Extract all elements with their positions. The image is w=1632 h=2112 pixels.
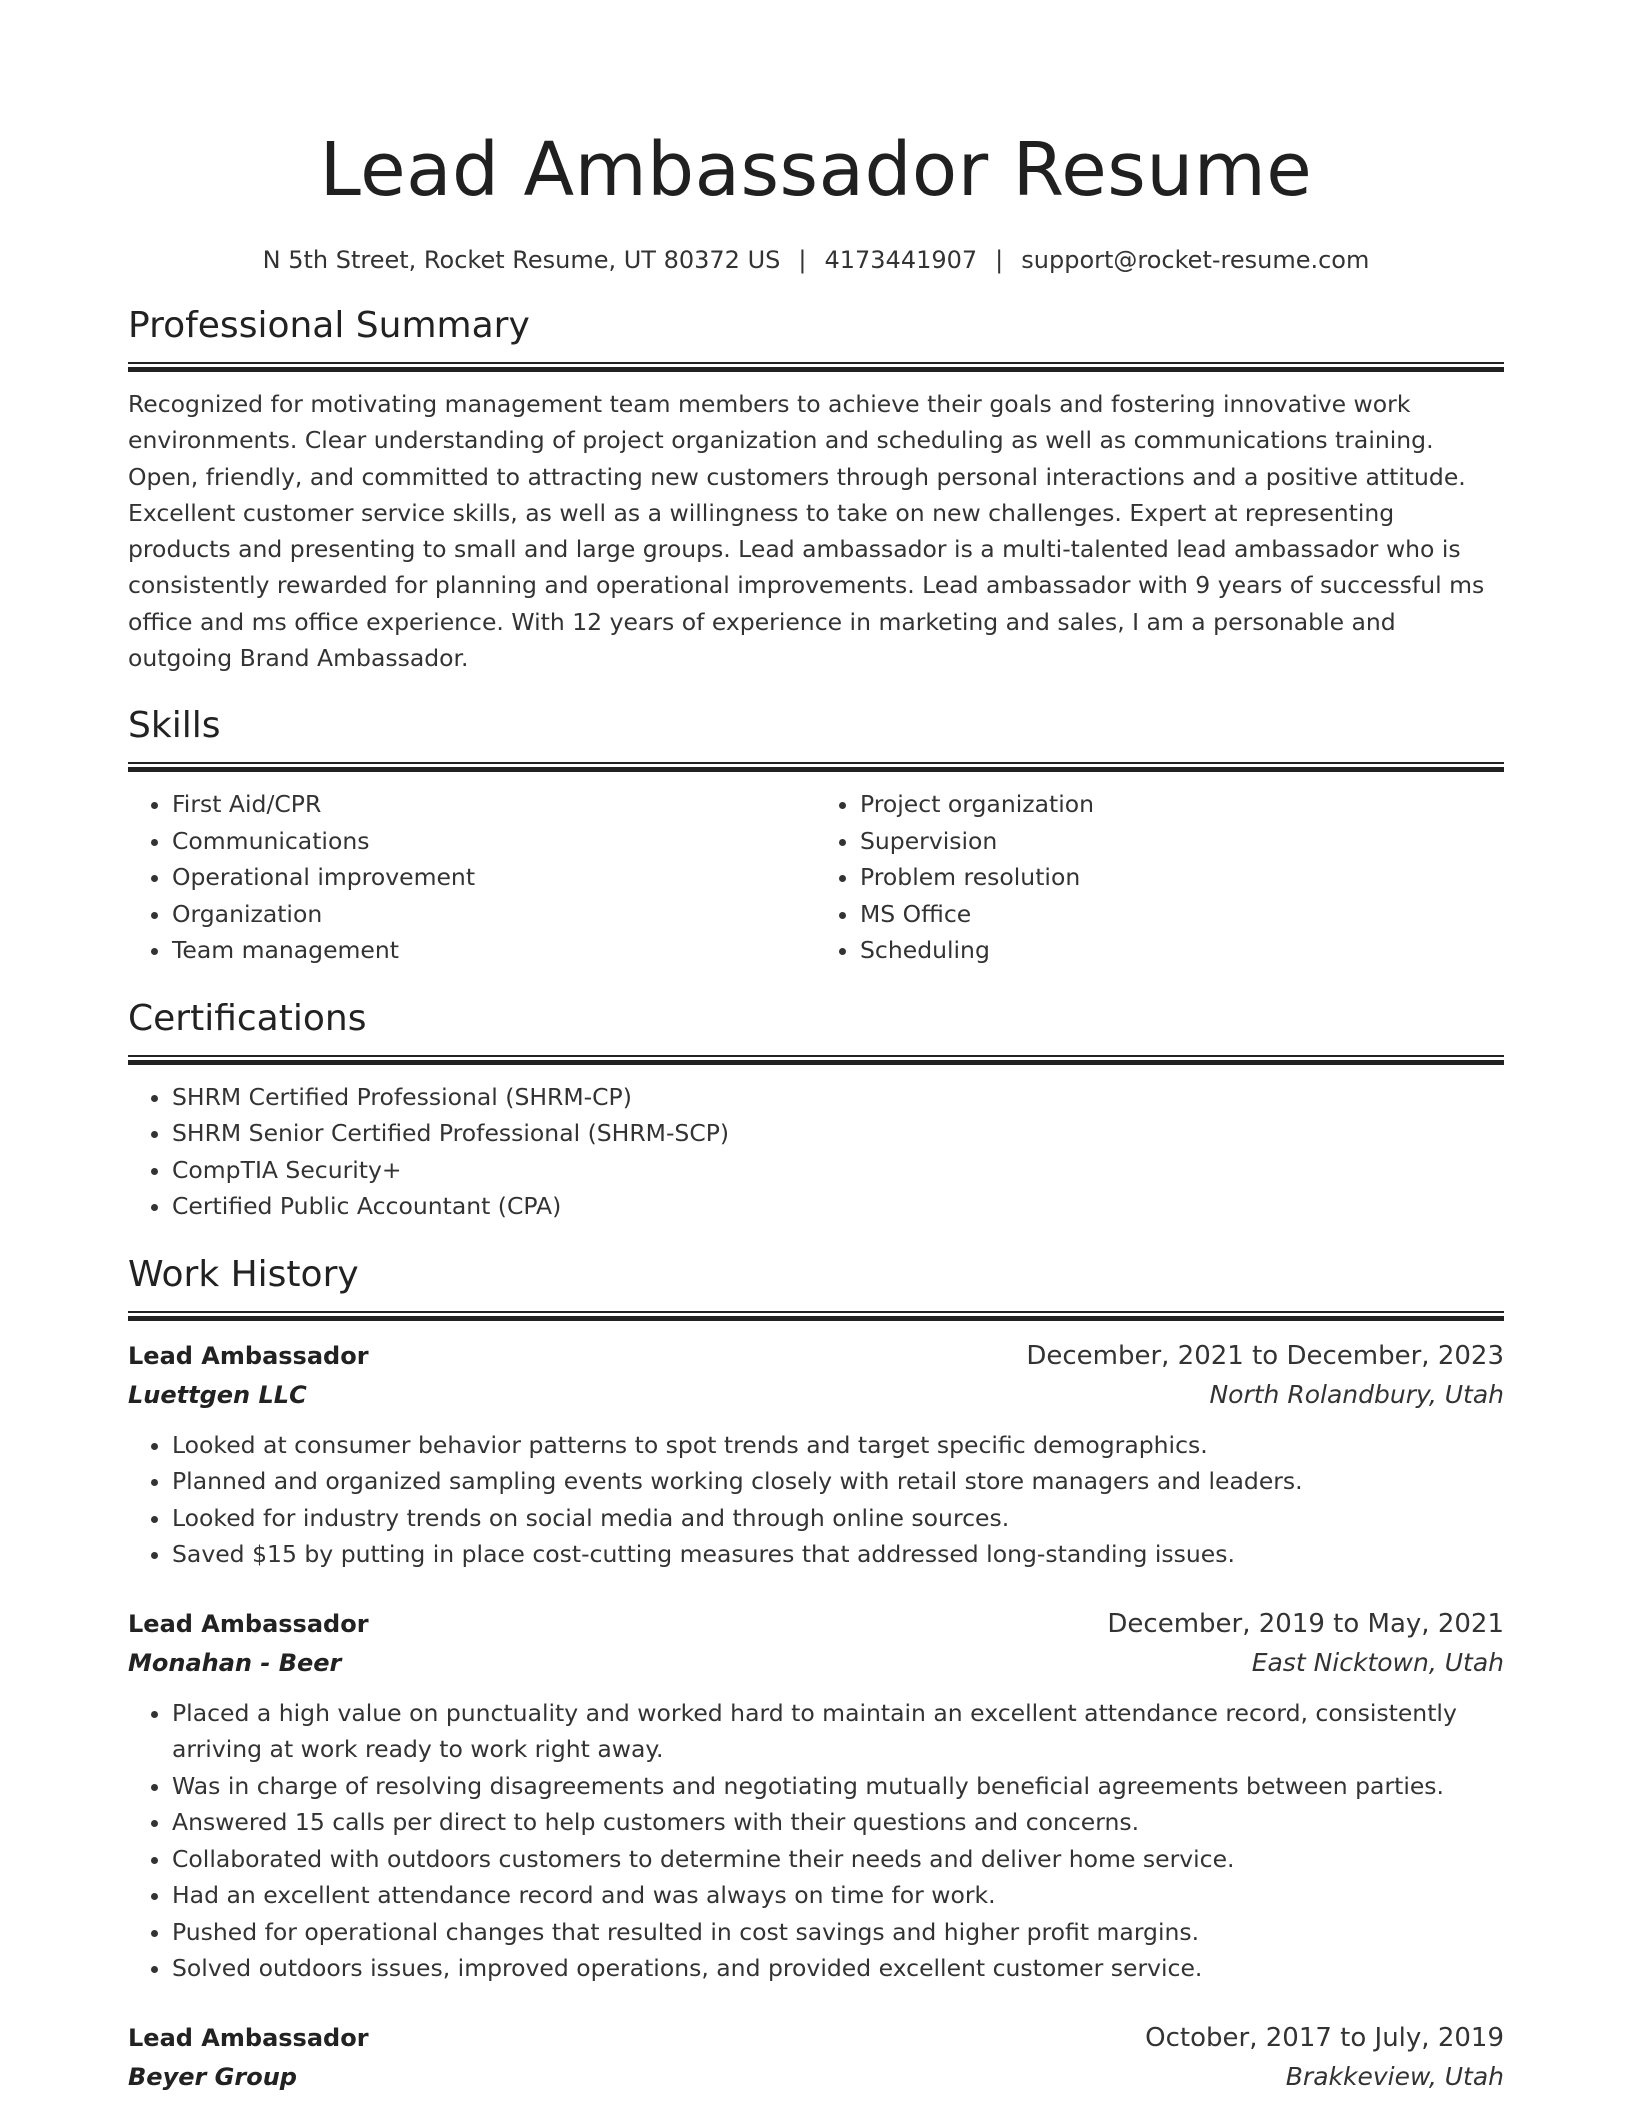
section-skills — [128, 702, 1504, 969]
job-duty-item: • Collaborated with outdoors customers to determine their needs and deliver home service. — [172, 1841, 1504, 1878]
skill-item: • Operational improvement — [172, 859, 816, 896]
job-duty-item: • Looked for industry trends on social media and through online sources. — [172, 1500, 1504, 1537]
skill-item: • Problem resolution — [860, 859, 1504, 896]
job-location: North Rolandbury, Utah — [1209, 1379, 1504, 1409]
job-header-row — [128, 1605, 1504, 1643]
skill-item: • Communications — [172, 823, 816, 860]
skill-item: • Project organization — [860, 786, 1504, 823]
skill-item: • First Aid/CPR — [172, 786, 816, 823]
section-professional-summary — [128, 302, 1504, 676]
job-dates: December, 2021 to December, 2023 — [1026, 1340, 1504, 1371]
job-company-row — [128, 1643, 1504, 1683]
job-duty-item: • Solved outdoors issues, improved operations, and provided excellent customer service. — [172, 1950, 1504, 1987]
job-entry — [128, 2019, 1504, 2097]
certifications-list — [128, 1079, 1504, 1225]
section-divider — [128, 1055, 1504, 1065]
skill-item: • MS Office — [860, 896, 1504, 933]
job-location: East Nicktown, Utah — [1251, 1647, 1504, 1677]
job-company-row — [128, 2057, 1504, 2097]
job-entry — [128, 1605, 1504, 1987]
job-title: Lead Ambassador — [128, 1341, 369, 1370]
job-header-row — [128, 1337, 1504, 1375]
skill-item: • Scheduling — [860, 932, 1504, 969]
resume-title: Lead Ambassador Resume — [319, 127, 1313, 213]
job-dates: October, 2017 to July, 2019 — [1145, 2022, 1504, 2053]
section-divider — [128, 362, 1504, 372]
skills-list-right — [816, 786, 1504, 969]
skill-item: • Organization — [172, 896, 816, 933]
skills-grid — [128, 786, 1504, 969]
skill-item: • Team management — [172, 932, 816, 969]
skills-list-left — [128, 786, 816, 969]
job-duty-item: • Was in charge of resolving disagreements and negotiating mutually beneficial agreements between parties. — [172, 1768, 1504, 1805]
job-company: Luettgen LLC — [128, 1380, 307, 1409]
contact-email: support@rocket-resume.com — [1021, 246, 1370, 274]
job-duties-list — [128, 1427, 1504, 1573]
job-duty-item: • Looked at consumer behavior patterns to spot trends and target specific demographics. — [172, 1427, 1504, 1464]
section-divider — [128, 762, 1504, 772]
skill-item: • Supervision — [860, 823, 1504, 860]
job-entry — [128, 1337, 1504, 1573]
job-title: Lead Ambassador — [128, 2023, 369, 2052]
contact-line — [128, 244, 1504, 276]
certification-item: • CompTIA Security+ — [172, 1152, 1504, 1189]
section-heading-skills: Skills — [128, 705, 221, 747]
job-company-row — [128, 1375, 1504, 1415]
job-header-row — [128, 2019, 1504, 2057]
job-duties-list — [128, 1695, 1504, 1987]
certification-item: • Certified Public Accountant (CPA) — [172, 1188, 1504, 1225]
section-heading-work-history: Work History — [128, 1253, 359, 1295]
job-location: Brakkeview, Utah — [1285, 2061, 1504, 2091]
job-duty-item: • Had an excellent attendance record and was always on time for work. — [172, 1877, 1504, 1914]
job-duty-item: • Saved $15 by putting in place cost-cutting measures that addressed long-standing issues. — [172, 1536, 1504, 1573]
section-divider — [128, 1311, 1504, 1321]
certification-item: • SHRM Certified Professional (SHRM-CP) — [172, 1079, 1504, 1116]
summary-paragraph: Recognized for motivating management team members to achieve their goals and fostering innovative work environments. Clear understanding of project organization and scheduling as well as communications training. Open, friendly, and committed to attracting new customers through personal interactions and a positive attitude. Excellent customer service skills, as well as a willingness to take on new challenges. Expert at representing products and presenting to small and large groups. Lead ambassador is a multi-talented lead ambassador who is consistently rewarded for planning and operational improvements. Lead ambassador with 9 years of successful ms office and ms office experience. With 12 years of experience in marketing and sales, I am a personable and outgoing Brand Ambassador. — [128, 390, 1485, 673]
job-duty-item: • Placed a high value on punctuality and worked hard to maintain an excellent attendance record, consistently arriving at work ready to work right away. — [172, 1695, 1504, 1768]
contact-phone: 4173441907 — [824, 246, 978, 274]
section-work-history — [128, 1251, 1504, 2097]
contact-separator: | — [995, 246, 1004, 274]
contact-separator: | — [798, 246, 807, 274]
job-title: Lead Ambassador — [128, 1609, 369, 1638]
job-duty-item: • Answered 15 calls per direct to help customers with their questions and concerns. — [172, 1804, 1504, 1841]
contact-address: N 5th Street, Rocket Resume, UT 80372 US — [262, 246, 781, 274]
job-duty-item: • Planned and organized sampling events working closely with retail store managers and leaders. — [172, 1463, 1504, 1500]
section-heading-certifications: Certifications — [128, 997, 367, 1039]
job-duty-item: • Pushed for operational changes that resulted in cost savings and higher profit margins. — [172, 1914, 1504, 1951]
job-company: Beyer Group — [128, 2062, 297, 2091]
section-certifications — [128, 995, 1504, 1225]
job-company: Monahan - Beer — [128, 1648, 342, 1677]
certification-item: • SHRM Senior Certified Professional (SHRM-SCP) — [172, 1115, 1504, 1152]
section-heading-summary: Professional Summary — [128, 305, 530, 346]
job-dates: December, 2019 to May, 2021 — [1107, 1608, 1504, 1639]
